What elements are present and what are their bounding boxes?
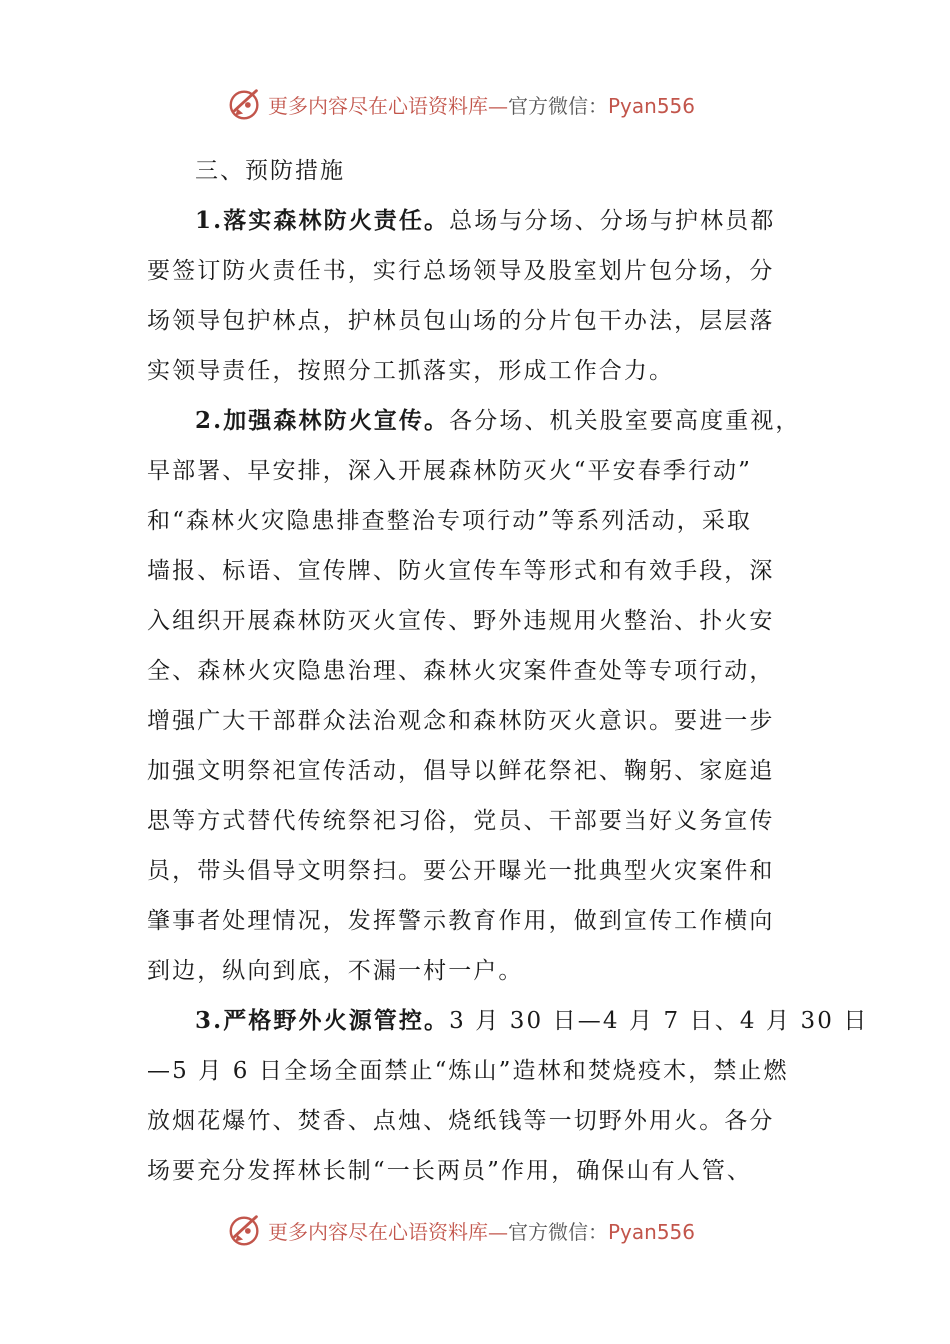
header-banner-prefix: 更多内容尽在心语资料库 [268, 93, 488, 118]
paragraph-3 [147, 996, 869, 1196]
paragraph-line: 墙报、标语、宣传牌、防火宣传车等形式和有效手段，深 [147, 558, 775, 584]
paragraph-2 [147, 396, 807, 996]
paragraph-line: 早部署、早安排，深入开展森林防灭火“平安春季行动” [147, 458, 753, 484]
footer-watermark-banner [226, 1210, 726, 1250]
paragraph-line [147, 996, 869, 1046]
paragraph-line: 和“森林火灾隐患排查整治专项行动”等系列活动，采取 [147, 508, 753, 534]
paragraph-line: 放烟花爆竹、焚香、点烛、烧纸钱等一切野外用火。各分 [147, 1108, 775, 1134]
footer-banner-label: 官方微信： [508, 1219, 608, 1244]
paragraph-lead: 1.落实森林防火责任。 [195, 207, 450, 234]
paragraph-line: 实领导责任，按照分工抓落实，形成工作合力。 [147, 358, 675, 384]
paragraph-lead: 3.严格野外火源管控。 [195, 1007, 450, 1034]
header-banner-label: 官方微信： [508, 93, 608, 118]
paragraph-1 [147, 196, 807, 396]
paragraph-line: 肇事者处理情况，发挥警示教育作用，做到宣传工作横向 [147, 908, 775, 934]
paragraph-line: —5 月 6 日全场全面禁止“炼山”造林和焚烧疫木，禁止燃 [147, 1058, 789, 1084]
document-body [147, 146, 869, 1196]
paragraph-text: 总场与分场、分场与护林员都 [449, 208, 776, 234]
header-banner-dash: — [488, 93, 508, 118]
paragraph-line: 入组织开展森林防灭火宣传、野外违规用火整治、扑火安 [147, 608, 775, 634]
header-banner-text [268, 90, 695, 119]
paragraph-line: 到边，纵向到底，不漏一村一户。 [147, 958, 524, 984]
header-banner-wechat-id: Pyan556 [608, 93, 696, 118]
footer-banner-text [268, 1216, 695, 1245]
section-heading: 三、预防措施 [195, 158, 345, 184]
pen-logo-icon [226, 85, 264, 123]
paragraph-line: 要签订防火责任书，实行总场领导及股室划片包分场，分 [147, 258, 775, 284]
paragraph-line: 场领导包护林点，护林员包山场的分片包干办法，层层落 [147, 308, 775, 334]
footer-banner-wechat-id: Pyan556 [608, 1219, 696, 1244]
pen-logo-icon [226, 1211, 264, 1249]
paragraph-line: 加强文明祭祀宣传活动，倡导以鲜花祭祀、鞠躬、家庭追 [147, 758, 775, 784]
paragraph-lead: 2.加强森林防火宣传。 [195, 407, 450, 434]
paragraph-line: 增强广大干部群众法治观念和森林防灭火意识。要进一步 [147, 708, 775, 734]
paragraph-line [147, 196, 807, 246]
paragraph-line [147, 396, 807, 446]
paragraph-line: 场要充分发挥林长制“一长两员”作用，确保山有人管、 [147, 1158, 753, 1184]
paragraph-text: 3 月 30 日—4 月 7 日、4 月 30 日 [449, 1008, 869, 1034]
header-watermark-banner [226, 84, 726, 124]
footer-banner-prefix: 更多内容尽在心语资料库 [268, 1219, 488, 1244]
paragraph-line: 员，带头倡导文明祭扫。要公开曝光一批典型火灾案件和 [147, 858, 775, 884]
paragraph-line: 思等方式替代传统祭祀习俗，党员、干部要当好义务宣传 [147, 808, 775, 834]
paragraph-line: 全、森林火灾隐患治理、森林火灾案件查处等专项行动， [147, 658, 775, 684]
paragraph-text: 各分场、机关股室要高度重视， [449, 408, 801, 434]
footer-banner-dash: — [488, 1219, 508, 1244]
